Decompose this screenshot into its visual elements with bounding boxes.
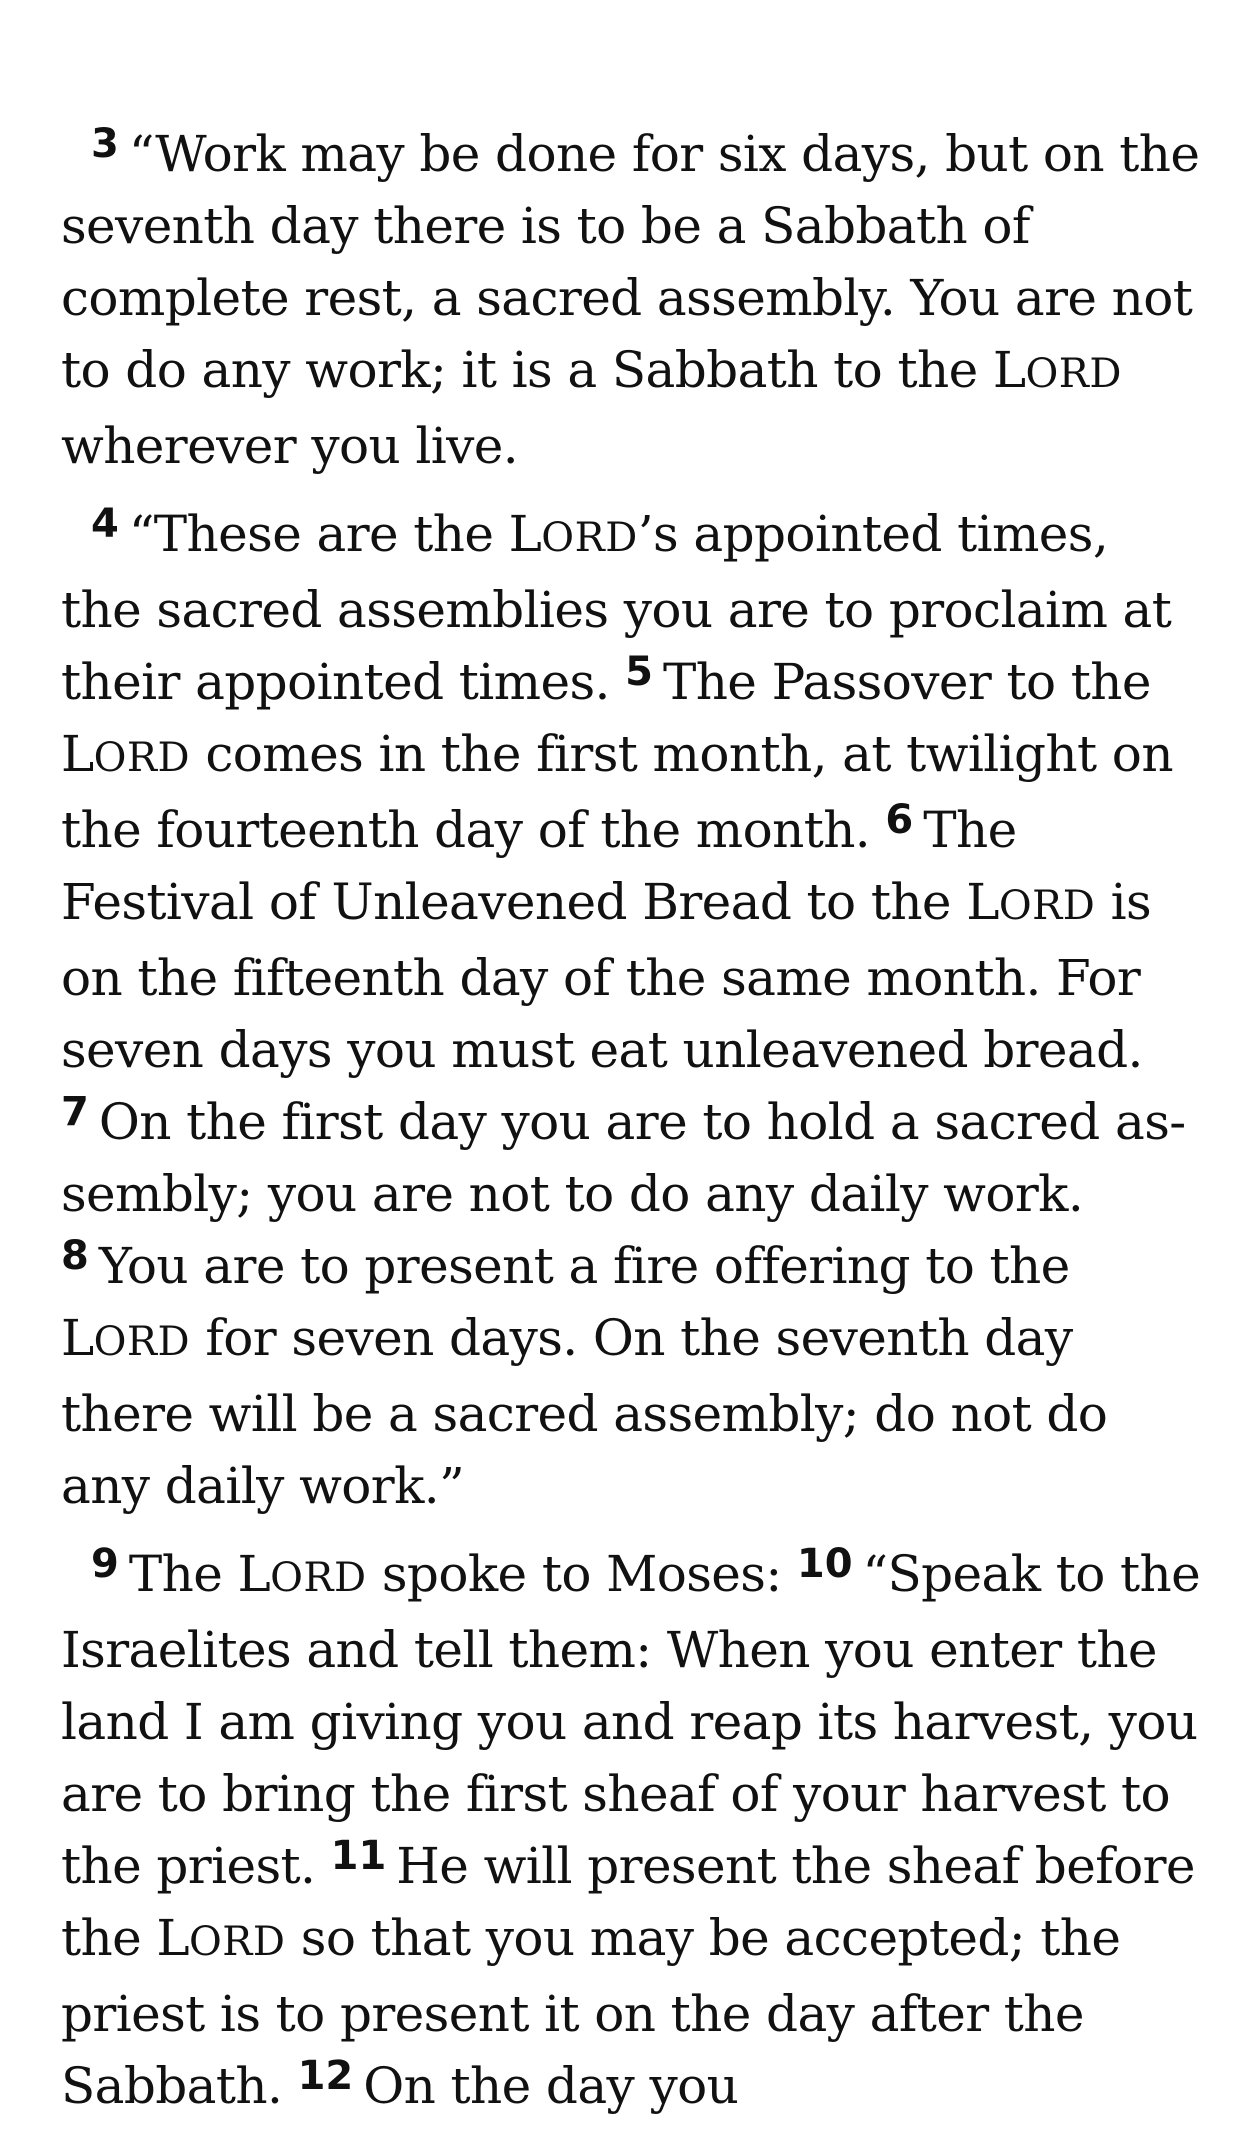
verse-number[interactable]: 9 xyxy=(91,1541,119,1587)
verse-text: ’s appointed times, the sacred assemblies you are to proclaim at their appointed times. xyxy=(61,505,1172,711)
verse-number[interactable]: 12 xyxy=(297,2053,354,2099)
divine-name-initial: L xyxy=(992,341,1026,399)
divine-name xyxy=(61,725,190,783)
verse-text: The xyxy=(128,1545,238,1603)
verse-text: for seven days. On the seventh day there will be a sacred assembly; do not do any daily work.” xyxy=(61,1309,1108,1515)
verse-paragraph xyxy=(61,498,1201,1522)
verse-text: He will present the sheaf before the xyxy=(61,1837,1195,1967)
divine-name-initial: L xyxy=(61,1309,94,1367)
divine-name-initial: L xyxy=(237,1545,271,1603)
divine-name xyxy=(156,1909,285,1967)
verse-number[interactable]: 7 xyxy=(61,1089,89,1135)
divine-name-small-caps: ORD xyxy=(93,1319,191,1365)
verse-number[interactable]: 4 xyxy=(91,501,119,547)
divine-name-initial: L xyxy=(966,873,999,931)
verse-text: You are to present a fire offering to the xyxy=(98,1237,1070,1295)
divine-name xyxy=(509,505,638,563)
verse-text: so that you may be accepted; the priest is to present it on the day after the Sabbath. xyxy=(61,1909,1121,2115)
divine-name-small-caps: ORD xyxy=(998,883,1096,929)
verse-number[interactable]: 5 xyxy=(625,649,653,695)
scripture-passage xyxy=(61,118,1201,2122)
divine-name-small-caps: ORD xyxy=(1025,351,1122,397)
verse-number[interactable]: 11 xyxy=(330,1833,387,1879)
verse-text: “Work may be done for six days, but on the seventh day there is to be a Sabbath of complete rest, a sacred assembly. You are not to do any work; it is a Sabbath to the xyxy=(61,125,1200,399)
divine-name xyxy=(237,1545,366,1603)
verse-number[interactable]: 10 xyxy=(796,1541,853,1587)
verse-text: is on the fifteenth day of the same month. For seven days you must eat unleavened bread. xyxy=(61,873,1152,1079)
verse-paragraph xyxy=(61,118,1201,482)
divine-name-small-caps: ORD xyxy=(541,515,638,561)
divine-name-initial: L xyxy=(508,505,542,563)
verse-number[interactable]: 3 xyxy=(91,121,119,167)
verse-number[interactable]: 6 xyxy=(885,797,914,843)
verse-text: “Speak to the Israelites and tell them: When you enter the land I am giving you and reap its harvest, you are to bring the first sheaf of your harvest to the priest. xyxy=(61,1545,1201,1895)
verse-text: comes in the first month, at twilight on the fourteenth day of the month. xyxy=(61,725,1173,859)
divine-name-small-caps: ORD xyxy=(93,735,191,781)
verse-text: The Festival of Unleavened Bread to the xyxy=(61,801,1017,931)
verse-number[interactable]: 8 xyxy=(61,1233,89,1279)
divine-name xyxy=(61,1309,190,1367)
verse-text: On the day you xyxy=(363,2057,739,2115)
verse-text: On the first day you are to hold a sacred assembly; you are not to do any daily work. xyxy=(61,1093,1187,1223)
verse-text: spoke to Moses: xyxy=(366,1545,797,1603)
verse-text: “These are the xyxy=(128,505,509,563)
verse-text: wherever you live. xyxy=(61,417,519,475)
divine-name xyxy=(993,341,1122,399)
divine-name-initial: L xyxy=(156,1909,189,1967)
divine-name-small-caps: ORD xyxy=(270,1555,367,1601)
verse-text: The Passover to the xyxy=(662,653,1151,711)
divine-name-initial: L xyxy=(61,725,94,783)
divine-name xyxy=(966,873,1095,931)
verse-paragraph xyxy=(61,1538,1201,2122)
divine-name-small-caps: ORD xyxy=(189,1919,286,1965)
